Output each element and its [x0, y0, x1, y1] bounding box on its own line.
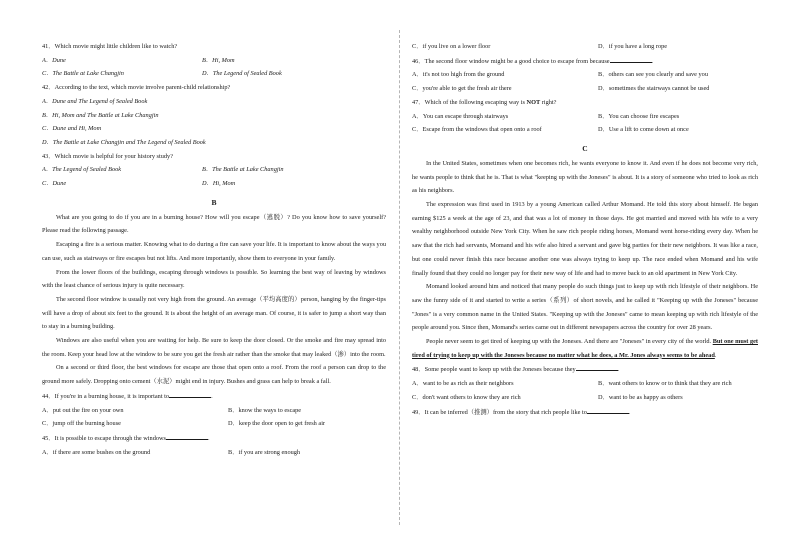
column-divider: [399, 30, 400, 525]
question-49-text: 49．It can be inferred（推测）from the story that rich people like to: [412, 408, 587, 416]
question-41-stem: 41．Which movie might little children like to watch?: [42, 43, 178, 50]
question-44-text: 44．If you're in a burning house, it is important to: [42, 392, 170, 400]
passage-b-paragraph: Escaping a fire is a serious matter. Knowing what to do during a fire can save your life. It is important to know about the ways you can use, such as stairways or fire escapes but not lifts. And more importantly, show them to everyone in your family.: [42, 241, 386, 262]
passage-b-paragraph: On a second or third floor, the best windows for escape are those that open onto a roof. From the roof a person can drop to the ground more safely. Dropping onto cement（水泥）might end in injury. Bushes and grass can help to break a fall.: [42, 364, 386, 386]
passage-b-paragraph: From the lower floors of the buildings, escaping through windows is possible. So learning the best way of leaving by windows with the least chance of serious injury is quite necessary.: [42, 268, 386, 290]
passage-c-paragraph: The expression was first used in 1913 by a young American called Arthur Momand. He told this story about himself. He began earning $125 a week at the age of 23, and that was a lot of money in those days. He got married and moved with his wife to a very wealthy neighborhood outside New York City. When he saw rich people riding horses, Momand went horse-riding every day. When he saw that the rich had servants, Momand and his wife also hired a servant and gave big parties for their new neighbors. It was like a race, but one could never finish this race because another one was always trying to keep up. The race ended when Momand and his wife finally found that they could no longer pay for their new way of life and had to move back to an old apartment in New York City.: [412, 201, 758, 277]
option-43-a: A．The Legend of Sealed Book: [42, 166, 122, 174]
question-44-end: .: [211, 392, 213, 400]
passage-c-paragraph: Momand looked around him and noticed that many people do such things just to keep up with rich lifestyle of their neighbors. He saw the funny side of it and started to write a series（系列）of short novels, and he called it "Keeping up with the Joneses" because "Jones" is a very common name in the United States. "Keeping up with the Joneses" came to mean keeping up with rich lifestyle of the people around you. Since then, Momand's series came out in different newspapers across the country for over 28 years.: [412, 283, 758, 332]
option-41-c: C．The Battle at Lake Changjin: [42, 70, 124, 78]
option-48-c: C．don't want others to know they are rich: [412, 393, 521, 401]
section-heading-c: C: [582, 143, 588, 153]
question-42-stem: 42．According to the text, which movie involve parent-child relationship?: [42, 84, 231, 92]
question-41-options-row2: [42, 67, 386, 81]
question-46-options-row1: [412, 68, 758, 82]
option-47-c: C．Escape from the windows that open onto a roof: [412, 126, 542, 134]
option-42-a: A．Dune and The Legend of Sealed Book: [42, 97, 148, 105]
question-43-options-row2: [42, 177, 386, 191]
option-45-c: C．if you live on a lower floor: [412, 43, 491, 50]
option-46-a: A．it's not too high from the ground: [412, 71, 505, 79]
question-47-not: NOT: [526, 98, 541, 106]
option-48-d: D．want to be as happy as others: [598, 393, 683, 401]
question-49-stem: [412, 405, 758, 420]
question-48-stem: [412, 362, 758, 377]
answer-blank: [587, 405, 629, 414]
right-column: [412, 40, 758, 419]
option-43-d: D．Hi, Mom: [202, 180, 236, 188]
option-44-b: B．know the ways to escape: [228, 406, 302, 414]
option-42-b: B．Hi, Mom and The Battle at Lake Changjin: [42, 111, 159, 119]
question-43-stem: 43．Which movie is helpful for your history study?: [42, 152, 173, 160]
option-45-a: A．if there are some bushes on the ground: [42, 448, 151, 456]
question-45-end: .: [208, 434, 210, 442]
question-46-options-row2: [412, 82, 758, 96]
answer-blank: [169, 389, 211, 398]
question-47-text: 47．Which of the following escaping way is: [412, 98, 527, 106]
option-47-d: D．Use a lift to come down at once: [598, 126, 689, 134]
section-heading-b: B: [211, 197, 217, 207]
passage-c-emphasized-sentence: But one must get tired of trying to keep up with the Joneses because no matter what he does, a Mr. Jones always seems to be ahead: [412, 338, 758, 359]
question-47-options-row2: [412, 123, 758, 137]
option-47-a: A．You can escape through stairways: [412, 112, 509, 120]
passage-b-paragraph: Windows are also useful when you are waiting for help. Be sure to keep the door closed. Or the smoke and fire may spread into the room. Keep your head low at the window to be sure you get the fresh air rather than the smoke that may leaked（渗）into the room.: [42, 337, 386, 358]
option-43-c: C．Dune: [42, 180, 67, 188]
passage-c-paragraph: In the United States, sometimes when one becomes rich, he wants everyone to know it. And even if he does not become very rich, he wants people to think that he is. That is what "keeping up with the Joneses" is about. It is a story of someone who tried to look as rich as his neighbors.: [412, 159, 758, 195]
question-49-end: .: [628, 408, 631, 416]
passage-c-last-end: .: [714, 351, 717, 359]
question-44-options-row1: [42, 404, 386, 418]
option-46-b: B．others can see you clearly and save you: [598, 71, 708, 79]
option-48-b: B．want others to know or to think that they are rich: [598, 380, 732, 388]
question-48-options-row1: [412, 377, 758, 391]
passage-c-paragraph-last: [412, 335, 758, 362]
option-45-b: B．if you are strong enough: [228, 448, 301, 456]
option-44-c: C．jump off the burning house: [42, 420, 121, 428]
answer-blank: [576, 362, 620, 374]
question-43-options-row1: [42, 163, 386, 177]
passage-b-paragraph: What are you going to do if you are in a burning house? How will you escape（逃脱）? Do you know how to save yourself? Please read the following passage.: [42, 213, 386, 235]
question-44-options-row2: [42, 417, 386, 431]
option-41-d: D．The Legend of Sealed Book: [202, 70, 282, 78]
passage-c-last-text: People never seem to get tired of keeping up with the Joneses. And there are "Joneses" in every city of the world.: [426, 338, 713, 346]
option-41-a: A．Dune: [42, 56, 66, 64]
question-48-end: .: [617, 366, 620, 374]
passage-b-paragraph: The second floor window is usually not very high from the ground. An average（平均高度的）person, hanging by the finger-tips will have a drop of about six feet to the ground. It is about the height of an average man. Of course, it is safer to jump a short way than to stay in a burning building.: [42, 295, 386, 331]
left-column: [42, 40, 386, 459]
question-47-text-end: right?: [540, 98, 557, 106]
question-47-options-row1: [412, 110, 758, 124]
question-45-options-row1: [42, 446, 386, 460]
option-45-d: D．if you have a long rope: [598, 43, 668, 50]
question-44-stem: [42, 389, 386, 404]
option-46-d: D．sometimes the stairways cannot be used: [598, 85, 710, 93]
option-47-b: B．You can choose fire escapes: [598, 112, 680, 120]
option-42-d: D．The Battle at Lake Changjin and The Legend of Sealed Book: [42, 138, 206, 146]
option-44-a: A．put out the fire on your own: [42, 406, 124, 414]
option-42-c: C．Dune and Hi, Mom: [42, 125, 102, 133]
question-45-options-row2: [412, 40, 758, 54]
question-41-options-row1: [42, 54, 386, 68]
question-47-stem: [412, 96, 758, 110]
option-48-a: A．want to be as rich as their neighbors: [412, 380, 514, 388]
question-48-options-row2: [412, 391, 758, 405]
question-48-text: 48．Some people want to keep up with the Joneses because they: [412, 366, 576, 374]
question-46-end: .: [651, 57, 654, 65]
question-45-stem: [42, 431, 386, 446]
question-46-text: 46．The second floor window might be a good choice to escape from because: [412, 57, 610, 65]
option-41-b: B．Hi, Mom: [202, 56, 235, 64]
question-46-stem: [412, 54, 758, 69]
answer-blank: [166, 431, 208, 440]
question-45-text: 45．It is possible to escape through the windows: [42, 434, 166, 442]
option-43-b: B．The Battle at Lake Changjin: [202, 166, 284, 174]
option-44-d: D．keep the door open to get fresh air: [228, 420, 326, 428]
answer-blank: [610, 54, 652, 63]
option-46-c: C．you're able to get the fresh air there: [412, 85, 512, 93]
